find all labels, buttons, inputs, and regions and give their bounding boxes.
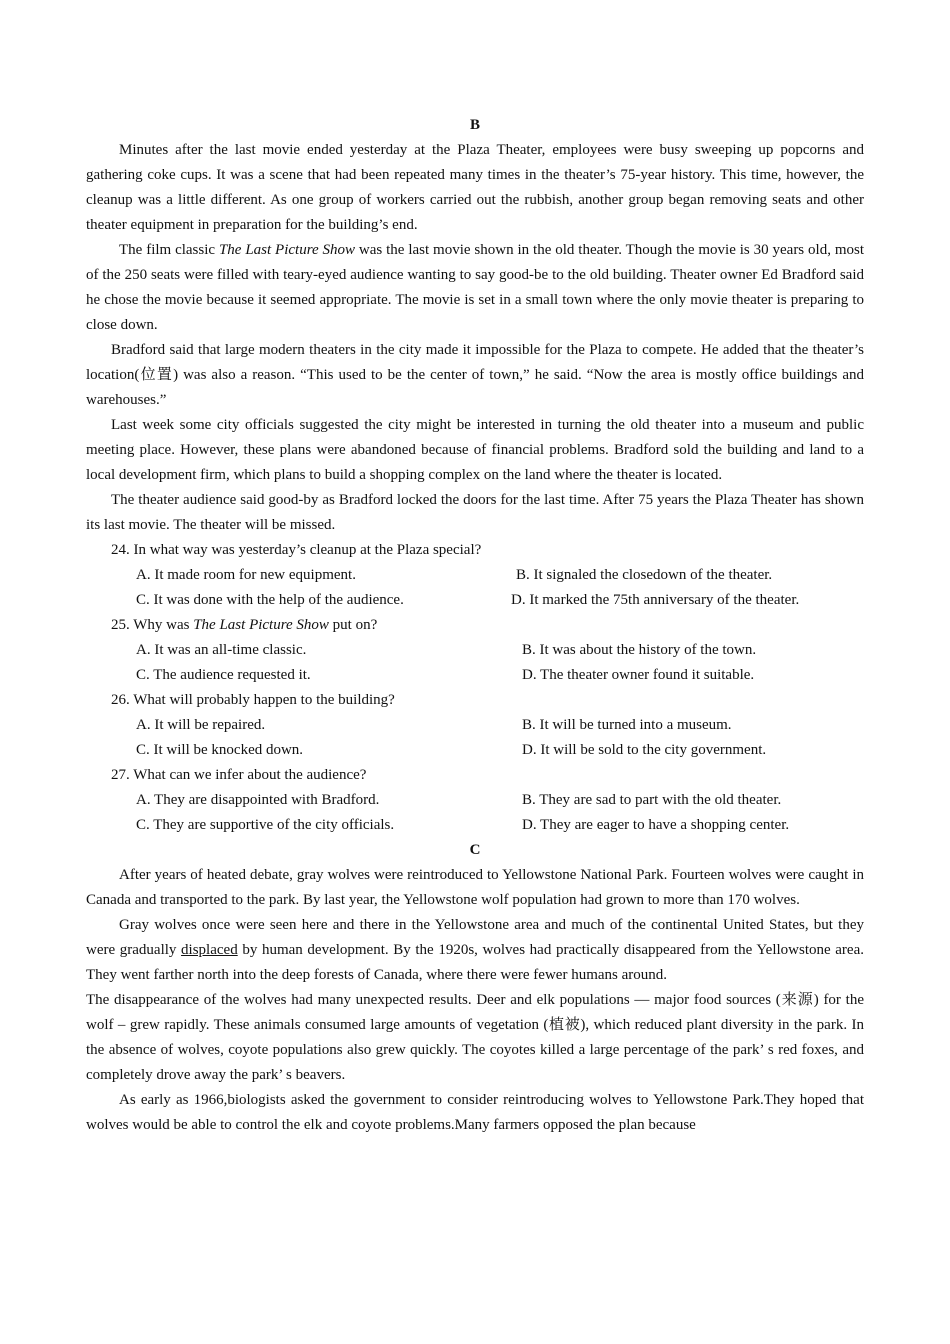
question-24-options-row-1 [86,563,864,588]
question-24-option-b: B. It signaled the closedown of the theater. [516,567,773,583]
question-text: 25. Why was [111,617,194,633]
section-b-paragraph-5: The theater audience said good-by as Bradford locked the doors for the last time. After 75 years the Plaza Theater has shown its last movie. The theater will be missed. [86,492,864,533]
section-b-heading: B [469,117,480,133]
question-27-option-c: C. They are supportive of the city officials. [136,817,395,833]
question-24-option-a: A. It made room for new equipment. [136,567,356,583]
question-26-stem: 26. What will probably happen to the building? [111,692,395,708]
question-24-stem: 24. In what way was yesterday’s cleanup at the Plaza special? [111,542,482,558]
section-b-paragraph-1: Minutes after the last movie ended yesterday at the Plaza Theater, employees were busy sweeping up popcorns and gathering coke cups. It was a scene that had been repeated many times in the theater’s 75-year history. This time, however, the cleanup was a little different. As one group of workers carried out the rubbish, another group began removing seats and other theater equipment in preparation for the building’s end. [86,142,864,233]
question-24-option-c: C. It was done with the help of the audience. [136,592,404,608]
question-26-option-b: B. It will be turned into a museum. [522,717,732,733]
underlined-word: displaced [181,942,238,958]
question-27-options-row-2 [86,813,864,838]
section-c-heading: C [469,842,481,858]
question-27-stem: 27. What can we infer about the audience? [111,767,367,783]
movie-title: The Last Picture Show [218,242,356,258]
question-24-options-row-2 [86,588,864,613]
question-26-options-row-2 [86,738,864,763]
paragraph-text: The film classic [119,242,219,258]
question-27-option-d: D. They are eager to have a shopping center. [522,817,790,833]
question-25-option-b: B. It was about the history of the town. [522,642,757,658]
question-25-option-c: C. The audience requested it. [136,667,311,683]
question-25-option-d: D. The theater owner found it suitable. [522,667,755,683]
section-c-paragraph-3: The disappearance of the wolves had many unexpected results. Deer and elk populations — major food sources (来源) for the wolf – grew rapidly. These animals consumed large amounts of vegetation (植被), which reduced plant diversity in the park. In the absence of wolves, coyote populations also grew quickly. The coyotes killed a large percentage of the park’ s red foxes, and completely drove away the park’ s beavers. [86,992,864,1083]
question-25-options-row-2 [86,663,864,688]
question-25-option-a: A. It was an all-time classic. [136,642,307,658]
paragraph-text: Gray wolves once were seen here and there in the Yellowstone area and much of the continental United States, but they were gradually [86,917,864,958]
question-25-stem [86,613,864,638]
question-25-options-row-1 [86,638,864,663]
section-b-paragraph-3: Bradford said that large modern theaters in the city made it impossible for the Plaza to compete. He added that the theater’s location(位置) was also a reason. “This used to be the center of town,” he said. “Now the area is mostly office buildings and warehouses.” [86,342,864,408]
question-24-option-d: D. It marked the 75th anniversary of the theater. [511,592,800,608]
question-27-option-b: B. They are sad to part with the old theater. [522,792,782,808]
section-c-paragraph-4: As early as 1966,biologists asked the government to consider reintroducing wolves to Yellowstone Park.They hoped that wolves would be able to control the elk and coyote problems.Many farmers opposed the plan because [86,1092,864,1133]
question-27-option-a: A. They are disappointed with Bradford. [136,792,380,808]
question-26-option-c: C. It will be knocked down. [136,742,304,758]
paragraph-text: was the last movie shown in the old theater. Though the movie is 30 years old, most of the 250 seats were filled with teary-eyed audience wanting to say good-be to the old building. Theater owner Ed Bradford said he chose the movie because it seemed appropriate. The movie is set in a small town where the only movie theater is preparing to close down. [86,242,864,333]
question-text: put on? [328,617,378,633]
question-27-options-row-1 [86,788,864,813]
question-26-options-row-1 [86,713,864,738]
question-26-option-d: D. It will be sold to the city government. [522,742,767,758]
section-c-paragraph-2 [86,913,864,988]
question-26-option-a: A. It will be repaired. [136,717,266,733]
movie-title: The Last Picture Show [193,617,329,633]
section-c-paragraph-1: After years of heated debate, gray wolves were reintroduced to Yellowstone National Park. Fourteen wolves were caught in Canada and transported to the park. By last year, the Yellowstone wolf population had grown to more than 170 wolves. [86,867,864,908]
section-b-paragraph-4: Last week some city officials suggested the city might be interested in turning the old theater into a museum and public meeting place. However, these plans were abandoned because of financial problems. Bradford sold the building and land to a local development firm, which plans to build a shopping complex on the land where the theater is located. [86,417,864,483]
document-page [86,113,864,1138]
paragraph-text: by human development. By the 1920s, wolves had practically disappeared from the Yellowstone area. They went farther north into the deep forests of Canada, where there were fewer humans around. [86,942,864,983]
section-b-paragraph-2 [86,238,864,338]
